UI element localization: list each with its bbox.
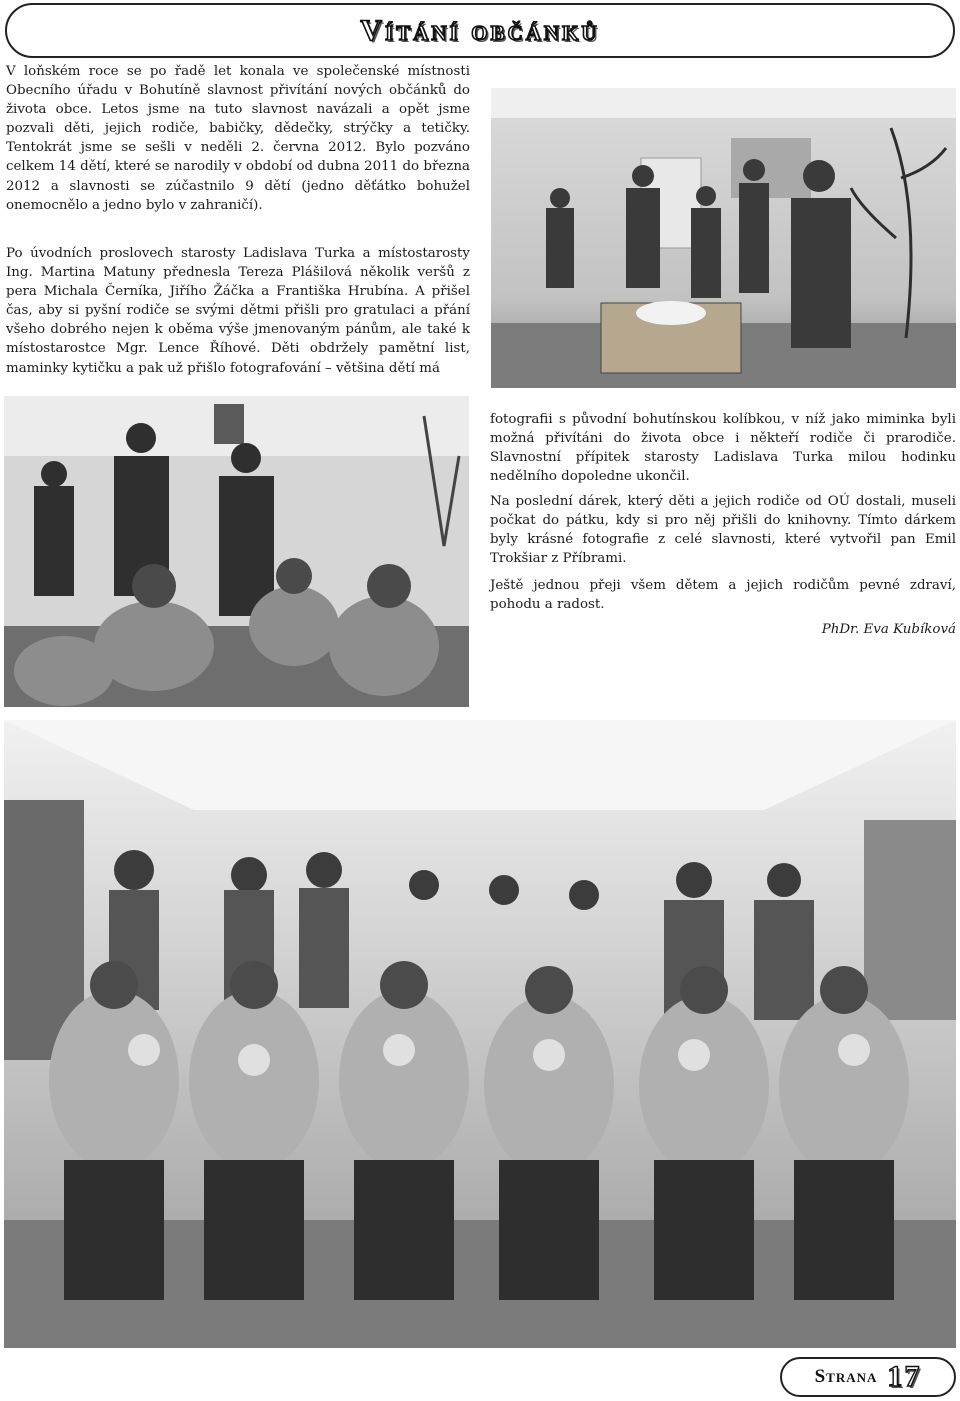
- article-signature: PhDr. Eva Kubíková: [821, 622, 956, 637]
- section-title: Vítání občánků: [360, 13, 600, 47]
- photo-group: [4, 720, 956, 1348]
- section-header: [5, 3, 955, 58]
- photo-crib-ceremony: [491, 88, 956, 388]
- page-number: 17: [887, 1360, 922, 1393]
- page-number-box: [780, 1357, 956, 1397]
- photo-speeches: [4, 396, 469, 707]
- article-paragraph-2: Po úvodních proslovech starosty Ladislava Turka a místostarosty Ing. Martina Matuny přednesla Tereza Plášilová několik veršů z pera Michala Černíka, Jiřího Žáčka a Františka Hrubína. A přišel čas, aby si pyšní rodiče se svými dětmi přišli pro gratulaci a přání všeho dobrého nejen k oběma výše jmenovaným pánům, ale také k místostarostce Mgr. Lence Říhové. Děti obdržely pamětní list, maminky kytičku a pak už přišlo fotografování – většina dětí má: [6, 246, 470, 376]
- article-paragraph-4: Na poslední dárek, který děti a jejich rodiče od OÚ dostali, museli počkat do pátku, kdy si pro něj přišli do knihovny. Tímto dárkem byly krásné fotografie z celé slavnosti, které vytvořil pan Emil Trokšiar z Příbrami.: [490, 494, 956, 567]
- article-paragraph-1: V loňském roce se po řadě let konala ve společenské místnosti Obecního úřadu v Bohutíně slavnost přivítání nových občánků do života obce. Letos jsme na tuto slavnost navázali a opět jsme pozvali děti, jejich rodiče, babičky, dědečky, strýčky a tetičky. Tentokrát jsme se sešli v neděli 2. června 2012. Bylo pozváno celkem 14 dětí, které se narodily v období od dubna 2011 do března 2012 a slavnosti se zúčastnilo 9 dětí (jedno děťátko bohužel onemocnělo a jedno bylo v zahraničí).: [6, 64, 470, 213]
- article-paragraph-5: Ještě jednou přeji všem dětem a jejich rodičům pevné zdraví, pohodu a radost.: [490, 578, 956, 613]
- page-label: Strana: [814, 1366, 878, 1387]
- article-paragraph-3: fotografii s původní bohutínskou kolíbkou, v níž jako miminka byli možná přivítáni do života obce i někteří rodiče či prarodiče. Slavnostní přípitek starosty Ladislava Turka milou hodinku nedělního dopoledne ukončil.: [490, 412, 956, 485]
